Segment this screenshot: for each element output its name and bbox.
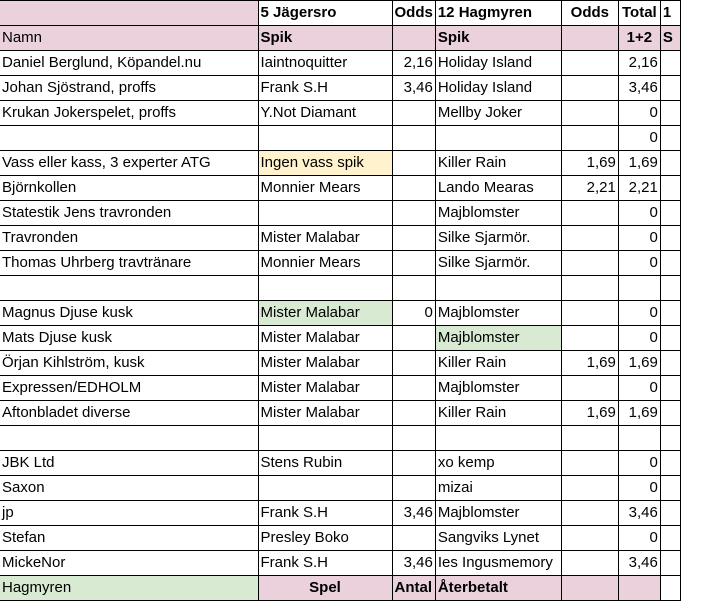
table-row: [0, 51, 680, 76]
next-cell[interactable]: [660, 526, 680, 551]
total-cell[interactable]: [618, 426, 660, 451]
footer-empty-3[interactable]: [660, 576, 680, 601]
spik-2-cell[interactable]: Killer Rain: [435, 351, 561, 376]
odds-1-cell[interactable]: [392, 326, 435, 351]
next-cell[interactable]: [660, 51, 680, 76]
odds-2-cell[interactable]: [561, 376, 618, 401]
header-cell-empty[interactable]: [0, 1, 258, 26]
header-next[interactable]: 1: [660, 1, 680, 26]
table-row: [0, 401, 680, 426]
table-row: [0, 201, 680, 226]
odds-1-cell[interactable]: 2,16: [392, 51, 435, 76]
total-cell[interactable]: 1,69: [618, 151, 660, 176]
spik-1-cell[interactable]: Mister Malabar: [258, 326, 392, 351]
spik-1-cell[interactable]: [258, 126, 392, 151]
header-race-2[interactable]: 12 Hagmyren: [435, 1, 561, 26]
odds-2-cell[interactable]: [561, 451, 618, 476]
name-cell[interactable]: Travronden: [0, 226, 258, 251]
name-cell[interactable]: [0, 276, 258, 301]
header-row: [0, 1, 680, 26]
spik-2-cell[interactable]: Majblomster: [435, 301, 561, 326]
odds-2-cell[interactable]: [561, 326, 618, 351]
table-row: [0, 276, 680, 301]
spik-1-cell[interactable]: Mister Malabar: [258, 401, 392, 426]
header-odds-2[interactable]: Odds: [561, 1, 618, 26]
table-row: [0, 126, 680, 151]
next-cell[interactable]: [660, 376, 680, 401]
odds-1-cell[interactable]: 3,46: [392, 501, 435, 526]
next-cell[interactable]: [660, 301, 680, 326]
name-cell[interactable]: MickeNor: [0, 551, 258, 576]
spik-1-cell[interactable]: Mister Malabar: [258, 351, 392, 376]
spik-2-cell[interactable]: [435, 126, 561, 151]
spik-1-cell[interactable]: [258, 476, 392, 501]
name-cell[interactable]: [0, 426, 258, 451]
odds-2-cell[interactable]: [561, 251, 618, 276]
next-cell[interactable]: [660, 426, 680, 451]
table-row: [0, 326, 680, 351]
next-cell[interactable]: [660, 501, 680, 526]
odds-2-cell[interactable]: [561, 201, 618, 226]
total-cell[interactable]: 3,46: [618, 76, 660, 101]
spik-2-cell[interactable]: Holiday Island: [435, 51, 561, 76]
odds-2-cell[interactable]: 1,69: [561, 151, 618, 176]
table-row: [0, 426, 680, 451]
name-cell[interactable]: Statestik Jens travronden: [0, 201, 258, 226]
odds-2-cell[interactable]: [561, 276, 618, 301]
odds-1-cell[interactable]: [392, 251, 435, 276]
spik-2-cell[interactable]: Ies Ingusmemory: [435, 551, 561, 576]
name-cell[interactable]: Magnus Djuse kusk: [0, 301, 258, 326]
next-cell[interactable]: [660, 276, 680, 301]
name-cell[interactable]: Johan Sjöstrand, proffs: [0, 76, 258, 101]
odds-1-cell[interactable]: 0: [392, 301, 435, 326]
odds-1-cell[interactable]: [392, 176, 435, 201]
odds-2-cell[interactable]: [561, 101, 618, 126]
header-total[interactable]: Total: [618, 1, 660, 26]
spik-1-cell[interactable]: [258, 276, 392, 301]
spik-1-cell[interactable]: Mister Malabar: [258, 376, 392, 401]
next-cell[interactable]: [660, 326, 680, 351]
next-cell[interactable]: [660, 251, 680, 276]
table-row: [0, 526, 680, 551]
next-cell[interactable]: [660, 451, 680, 476]
next-cell[interactable]: [660, 76, 680, 101]
name-cell[interactable]: Örjan Kihlström, kusk: [0, 351, 258, 376]
spik-2-cell[interactable]: Majblomster: [435, 326, 561, 351]
spik-1-cell[interactable]: Frank S.H: [258, 76, 392, 101]
name-cell[interactable]: Björnkollen: [0, 176, 258, 201]
spik-2-cell[interactable]: Majblomster: [435, 501, 561, 526]
odds-1-cell[interactable]: [392, 426, 435, 451]
spik-1-cell[interactable]: Stens Rubin: [258, 451, 392, 476]
table-row: [0, 301, 680, 326]
table-row: [0, 176, 680, 201]
spik-1-cell[interactable]: Presley Boko: [258, 526, 392, 551]
total-cell[interactable]: 1,69: [618, 401, 660, 426]
spik-2-cell[interactable]: Killer Rain: [435, 151, 561, 176]
spik-2-cell[interactable]: Killer Rain: [435, 401, 561, 426]
table-row: [0, 151, 680, 176]
spik-2-cell[interactable]: Silke Sjarmör.: [435, 251, 561, 276]
footer-row: [0, 576, 680, 601]
total-cell[interactable]: 1,69: [618, 351, 660, 376]
subheader-total[interactable]: 1+2: [618, 26, 660, 51]
table-row: [0, 376, 680, 401]
footer-hagmyren[interactable]: Hagmyren: [0, 576, 258, 601]
next-cell[interactable]: [660, 551, 680, 576]
footer-empty-1[interactable]: [561, 576, 618, 601]
total-cell[interactable]: [618, 276, 660, 301]
spik-2-cell[interactable]: Majblomster: [435, 376, 561, 401]
next-cell[interactable]: [660, 201, 680, 226]
subheader-next[interactable]: S: [660, 26, 680, 51]
subheader-row: [0, 26, 680, 51]
total-cell[interactable]: 0: [618, 126, 660, 151]
table-row: [0, 501, 680, 526]
table-row: [0, 76, 680, 101]
spik-1-cell[interactable]: Frank S.H: [258, 551, 392, 576]
spik-1-cell[interactable]: Monnier Mears: [258, 251, 392, 276]
odds-1-cell[interactable]: 3,46: [392, 76, 435, 101]
spik-1-cell[interactable]: Ingen vass spik: [258, 151, 392, 176]
spik-1-cell[interactable]: Y.Not Diamant: [258, 101, 392, 126]
odds-2-cell[interactable]: [561, 426, 618, 451]
odds-2-cell[interactable]: [561, 476, 618, 501]
spik-1-cell[interactable]: Monnier Mears: [258, 176, 392, 201]
total-cell[interactable]: 0: [618, 451, 660, 476]
spik-1-cell[interactable]: Mister Malabar: [258, 301, 392, 326]
odds-2-cell[interactable]: [561, 126, 618, 151]
odds-1-cell[interactable]: [392, 476, 435, 501]
spik-1-cell[interactable]: [258, 201, 392, 226]
total-cell[interactable]: 0: [618, 301, 660, 326]
odds-2-cell[interactable]: [561, 76, 618, 101]
table-row: [0, 101, 680, 126]
footer-spel[interactable]: Spel: [258, 576, 392, 601]
spik-2-cell[interactable]: mizai: [435, 476, 561, 501]
odds-1-cell[interactable]: [392, 351, 435, 376]
name-cell[interactable]: Krukan Jokerspelet, proffs: [0, 101, 258, 126]
total-cell[interactable]: 2,16: [618, 51, 660, 76]
next-cell[interactable]: [660, 476, 680, 501]
odds-1-cell[interactable]: [392, 226, 435, 251]
total-cell[interactable]: 0: [618, 476, 660, 501]
name-cell[interactable]: Expressen/EDHOLM: [0, 376, 258, 401]
total-cell[interactable]: 0: [618, 326, 660, 351]
spik-1-cell[interactable]: Iaintnoquitter: [258, 51, 392, 76]
total-cell[interactable]: 0: [618, 251, 660, 276]
odds-2-cell[interactable]: 1,69: [561, 401, 618, 426]
total-cell[interactable]: 0: [618, 226, 660, 251]
odds-2-cell[interactable]: [561, 51, 618, 76]
odds-1-cell[interactable]: [392, 101, 435, 126]
next-cell[interactable]: [660, 401, 680, 426]
odds-1-cell[interactable]: [392, 276, 435, 301]
name-cell[interactable]: Saxon: [0, 476, 258, 501]
next-cell[interactable]: [660, 226, 680, 251]
subheader-spik-1[interactable]: Spik: [258, 26, 392, 51]
spik-2-cell[interactable]: Holiday Island: [435, 76, 561, 101]
odds-1-cell[interactable]: [392, 401, 435, 426]
spik-1-cell[interactable]: Frank S.H: [258, 501, 392, 526]
spik-1-cell[interactable]: Mister Malabar: [258, 226, 392, 251]
spik-2-cell[interactable]: Lando Mearas: [435, 176, 561, 201]
table-row: [0, 451, 680, 476]
table-row: [0, 226, 680, 251]
name-cell[interactable]: Mats Djuse kusk: [0, 326, 258, 351]
odds-2-cell[interactable]: [561, 551, 618, 576]
spik-2-cell[interactable]: [435, 276, 561, 301]
total-cell[interactable]: 0: [618, 376, 660, 401]
odds-2-cell[interactable]: 2,21: [561, 176, 618, 201]
spik-2-cell[interactable]: Sangviks Lynet: [435, 526, 561, 551]
odds-1-cell[interactable]: [392, 451, 435, 476]
next-cell[interactable]: [660, 176, 680, 201]
odds-2-cell[interactable]: 1,69: [561, 351, 618, 376]
odds-1-cell[interactable]: 3,46: [392, 551, 435, 576]
spik-2-cell[interactable]: Silke Sjarmör.: [435, 226, 561, 251]
odds-2-cell[interactable]: [561, 526, 618, 551]
total-cell[interactable]: 2,21: [618, 176, 660, 201]
total-cell[interactable]: 0: [618, 526, 660, 551]
name-cell[interactable]: JBK Ltd: [0, 451, 258, 476]
subheader-spik-2[interactable]: Spik: [435, 26, 561, 51]
next-cell[interactable]: [660, 126, 680, 151]
next-cell[interactable]: [660, 151, 680, 176]
spik-2-cell[interactable]: Mellby Joker: [435, 101, 561, 126]
name-cell[interactable]: Daniel Berglund, Köpandel.nu: [0, 51, 258, 76]
footer-aterbetalt[interactable]: Återbetalt: [435, 576, 561, 601]
total-cell[interactable]: 0: [618, 201, 660, 226]
table-row: [0, 476, 680, 501]
subheader-odds-2[interactable]: [561, 26, 618, 51]
table-row: [0, 351, 680, 376]
name-cell[interactable]: jp: [0, 501, 258, 526]
odds-2-cell[interactable]: [561, 226, 618, 251]
name-cell[interactable]: Vass eller kass, 3 experter ATG: [0, 151, 258, 176]
odds-2-cell[interactable]: [561, 301, 618, 326]
name-cell[interactable]: Aftonbladet diverse: [0, 401, 258, 426]
odds-1-cell[interactable]: [392, 201, 435, 226]
odds-1-cell[interactable]: [392, 376, 435, 401]
next-cell[interactable]: [660, 101, 680, 126]
spik-1-cell[interactable]: [258, 426, 392, 451]
table-row: [0, 251, 680, 276]
total-cell[interactable]: 0: [618, 101, 660, 126]
table-row: [0, 551, 680, 576]
name-cell[interactable]: Stefan: [0, 526, 258, 551]
header-odds-1[interactable]: Odds: [392, 1, 435, 26]
footer-empty-2[interactable]: [618, 576, 660, 601]
subheader-odds-1[interactable]: [392, 26, 435, 51]
footer-antal[interactable]: Antal: [392, 576, 435, 601]
total-cell[interactable]: 3,46: [618, 551, 660, 576]
header-race-1[interactable]: 5 Jägersro: [258, 1, 392, 26]
spik-2-cell[interactable]: [435, 426, 561, 451]
total-cell[interactable]: 3,46: [618, 501, 660, 526]
odds-1-cell[interactable]: [392, 526, 435, 551]
name-cell[interactable]: Thomas Uhrberg travtränare: [0, 251, 258, 276]
odds-2-cell[interactable]: [561, 501, 618, 526]
name-cell[interactable]: [0, 126, 258, 151]
subheader-name[interactable]: Namn: [0, 26, 258, 51]
spik-2-cell[interactable]: xo kemp: [435, 451, 561, 476]
odds-1-cell[interactable]: [392, 151, 435, 176]
spik-2-cell[interactable]: Majblomster: [435, 201, 561, 226]
next-cell[interactable]: [660, 351, 680, 376]
odds-1-cell[interactable]: [392, 126, 435, 151]
